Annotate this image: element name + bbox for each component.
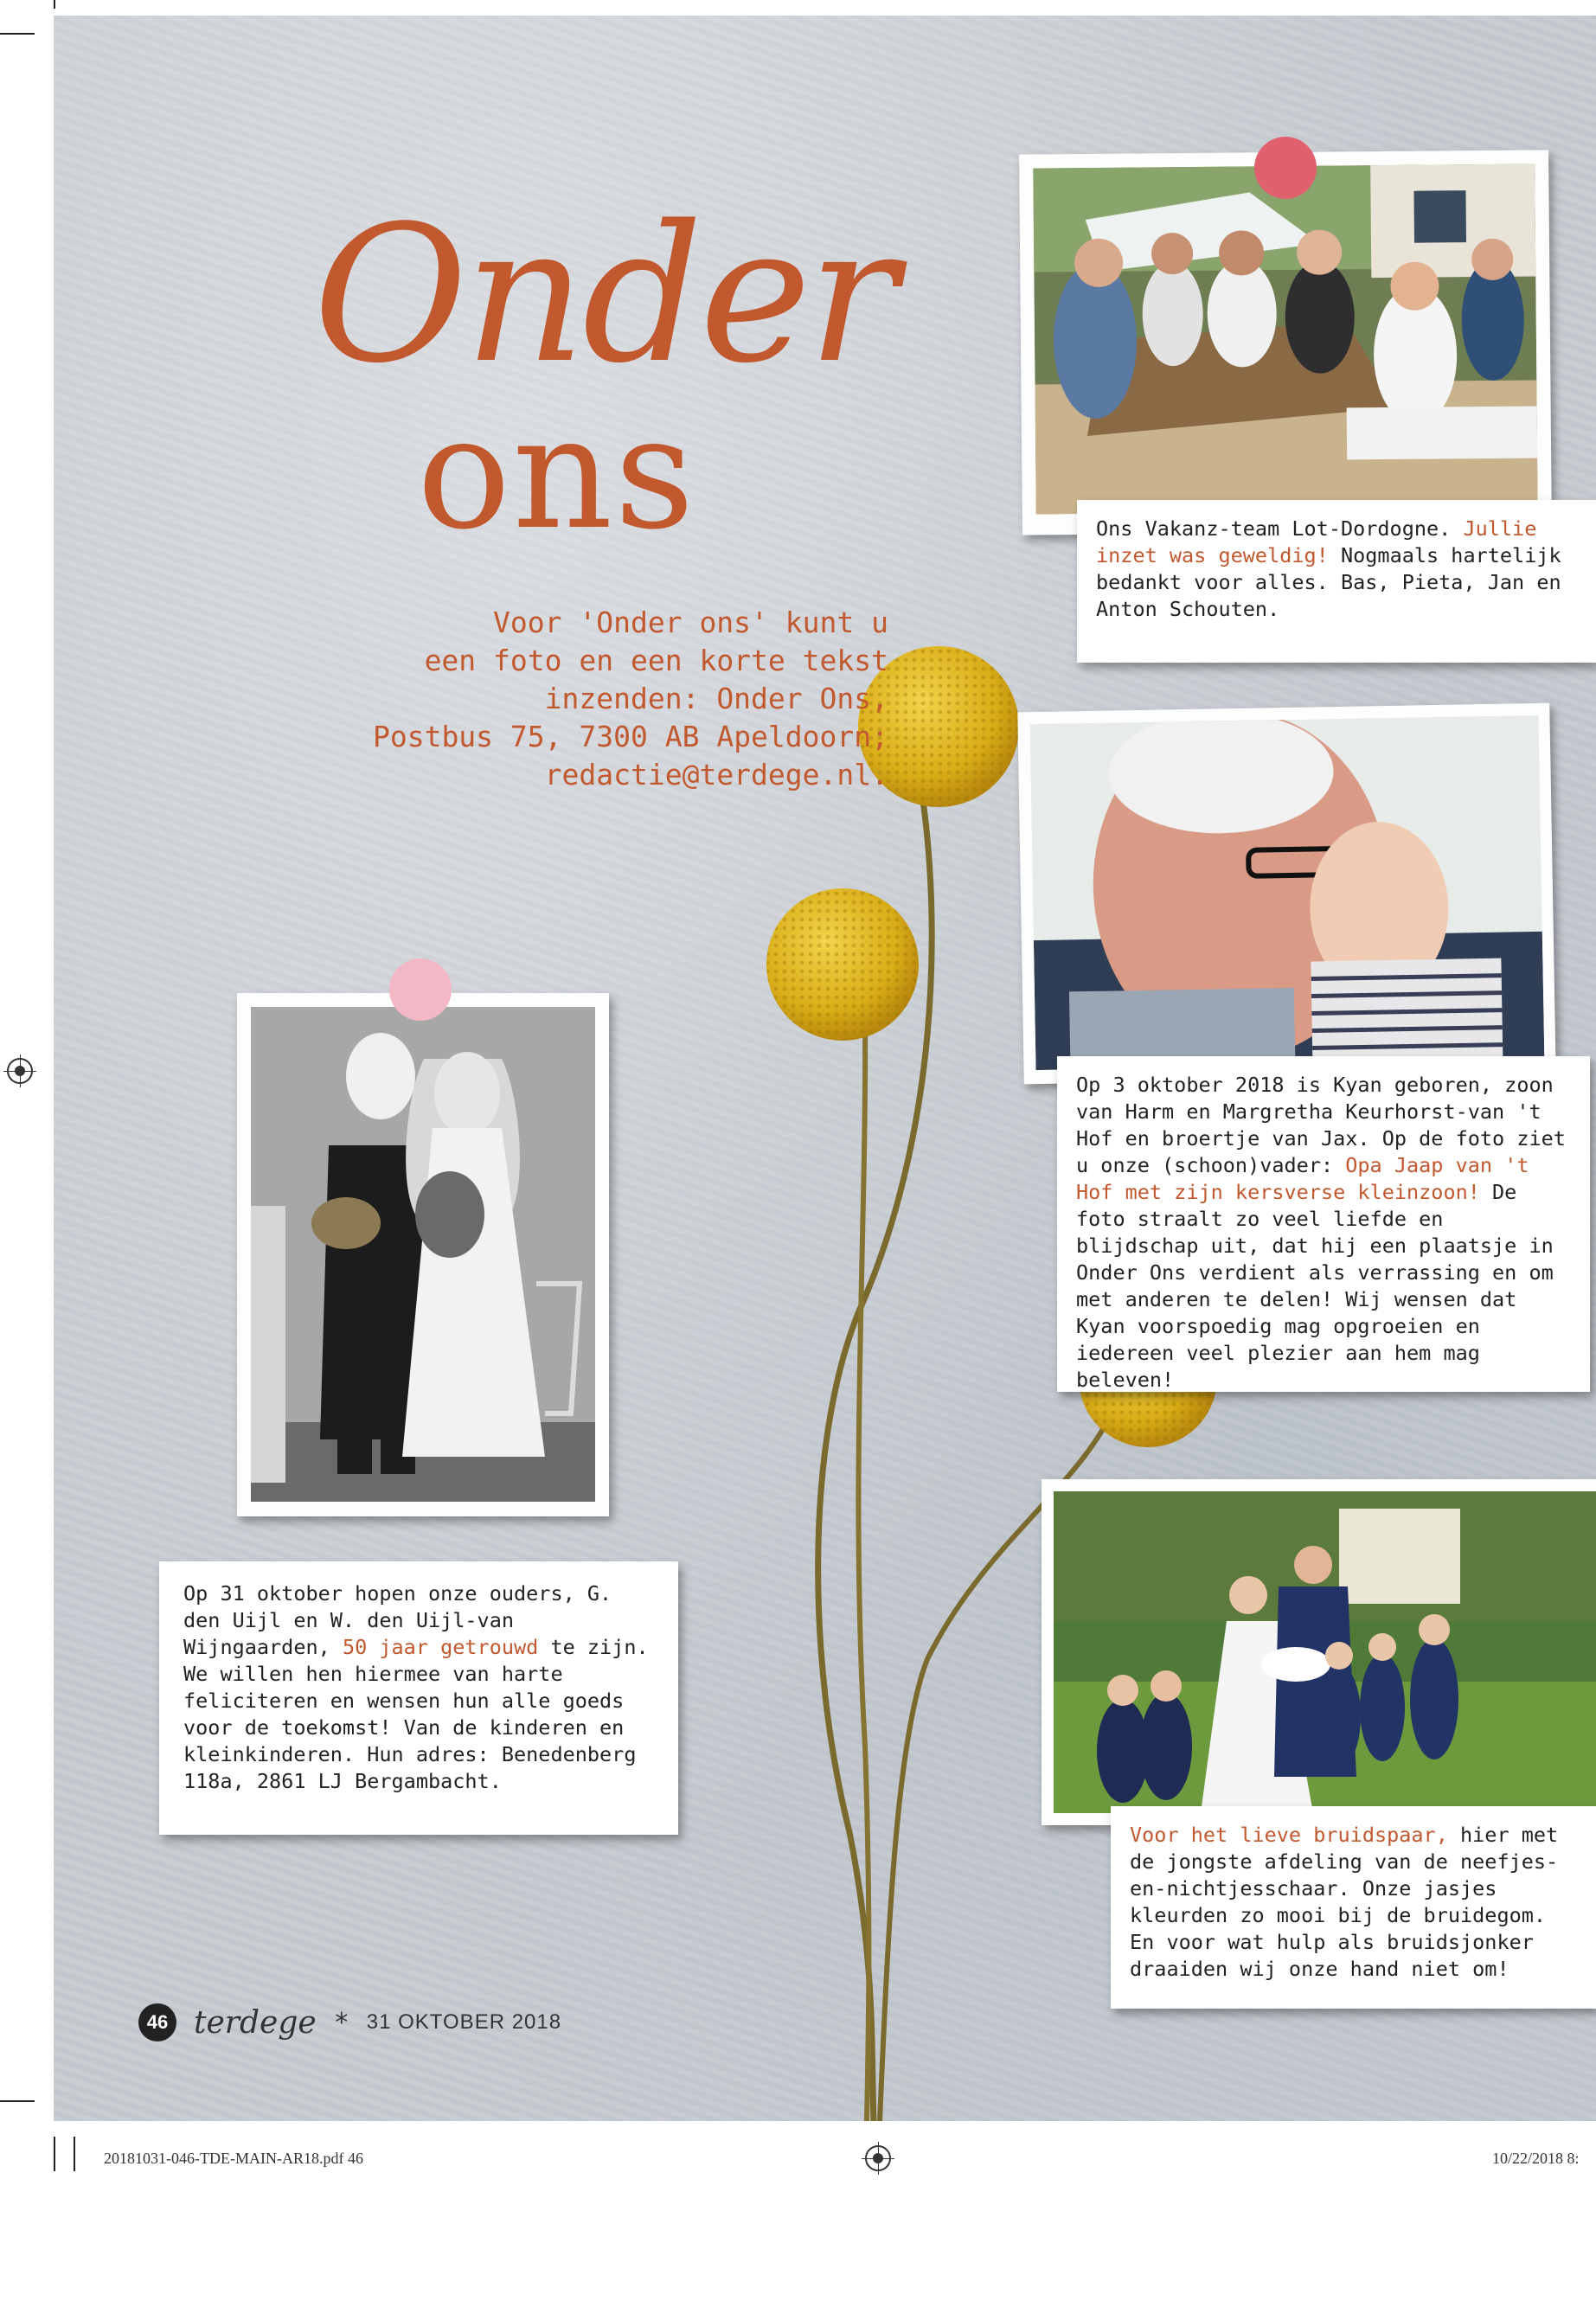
caption-bruidspaar: [1111, 1806, 1596, 2009]
caption-text: Op 31 oktober hopen onze ouders, G. den Uijl en W. den Uijl-van Wijngaarden,: [183, 1581, 612, 1659]
print-slug-file: 20181031-046-TDE-MAIN-AR18.pdf 46: [104, 2150, 363, 2167]
caption-text: De foto straalt zo veel liefde en blijdschap uit, dat hij een plaatsje in Onder Ons verdient als verrassing en om met anderen te delen! Wij wensen dat Kyan voorspoedig mag opgroeien en iedereen veel plezier aan hem mag beleven!: [1076, 1180, 1554, 1392]
crop-mark: [74, 2137, 75, 2171]
registration-mark: [7, 1058, 33, 1084]
crop-mark: [0, 2100, 35, 2102]
wedding-photo-image: [251, 1007, 595, 1502]
caption-kyan: [1057, 1056, 1590, 1392]
brand-logo: terdege: [194, 2004, 317, 2041]
print-slug-timestamp: 10/22/2018 8:: [1492, 2150, 1580, 2167]
caption-text: te zijn. We willen hen hiermee van harte feliciteren en wensen hun alle goeds voor de toekomst! Van de kinderen en kleinkinderen. Hun adres: Benedenberg 118a, 2861 LJ Bergambacht.: [183, 1635, 649, 1793]
group-photo-image: [1033, 163, 1537, 514]
caption-text: Op 3 oktober 2018 is Kyan geboren, zoon van Harm en Margretha Keurhorst-van 't Hof en broertje van Jax. Op de foto ziet u onze (schoon)vader:: [1076, 1073, 1566, 1177]
crop-mark: [54, 0, 55, 9]
intro-line: inzenden: Onder Ons,: [544, 682, 888, 715]
caption-highlight: Jullie inzet was geweldig!: [1096, 516, 1537, 567]
intro-line: Postbus 75, 7300 AB Apeldoorn;: [372, 720, 888, 753]
caption-text: Nogmaals hartelijk bedankt voor alles. Bas, Pieta, Jan en Anton Schouten.: [1096, 543, 1561, 621]
submission-info: [270, 604, 888, 794]
crop-mark: [54, 2137, 55, 2171]
photo-bruidspaar: [1042, 1479, 1596, 1825]
caption-highlight: Opa Jaap van 't Hof met zijn kersverse kleinzoon!: [1076, 1153, 1529, 1204]
page-title-subtitle: ons: [417, 383, 696, 564]
intro-line: Voor 'Onder ons' kunt u: [493, 606, 888, 639]
caption-highlight: Voor het lieve bruidspaar,: [1130, 1823, 1448, 1847]
caption-highlight: 50 jaar getrouwd: [342, 1635, 539, 1659]
caption-text: hier met de jongste afdeling van de neefjes-en-nichtjesschaar. Onze jasjes kleurden zo mooi bij de bruidegom. En voor wat hulp als bruidsjonker draaiden wij onze hand niet om!: [1130, 1823, 1559, 1981]
issue-date: 31 OKTOBER 2018: [366, 2010, 562, 2034]
crop-mark: [0, 33, 35, 35]
caption-wedding-50: [159, 1561, 678, 1835]
photo-wedding-50: [237, 993, 609, 1516]
star-separator: *: [333, 2007, 349, 2038]
page-number: 46: [138, 2003, 176, 2041]
photo-pin: [1254, 137, 1317, 199]
photo-pin: [389, 958, 452, 1021]
intro-email: redactie@terdege.nl.: [544, 758, 888, 792]
caption-text: Ons Vakanz-team Lot-Dordogne.: [1096, 516, 1464, 541]
registration-mark: [865, 2145, 891, 2171]
bridal-party-image: [1054, 1491, 1596, 1813]
page-title: Onder: [313, 186, 894, 405]
caption-vakanz-team: [1077, 500, 1596, 663]
photo-kyan: [1017, 703, 1555, 1085]
intro-line: een foto en een korte tekst: [424, 644, 888, 677]
magazine-page: [54, 16, 1596, 2121]
grandfather-baby-image: [1030, 715, 1545, 1070]
page-footer: [138, 2001, 561, 2044]
photo-vakanz-team: [1019, 150, 1552, 535]
